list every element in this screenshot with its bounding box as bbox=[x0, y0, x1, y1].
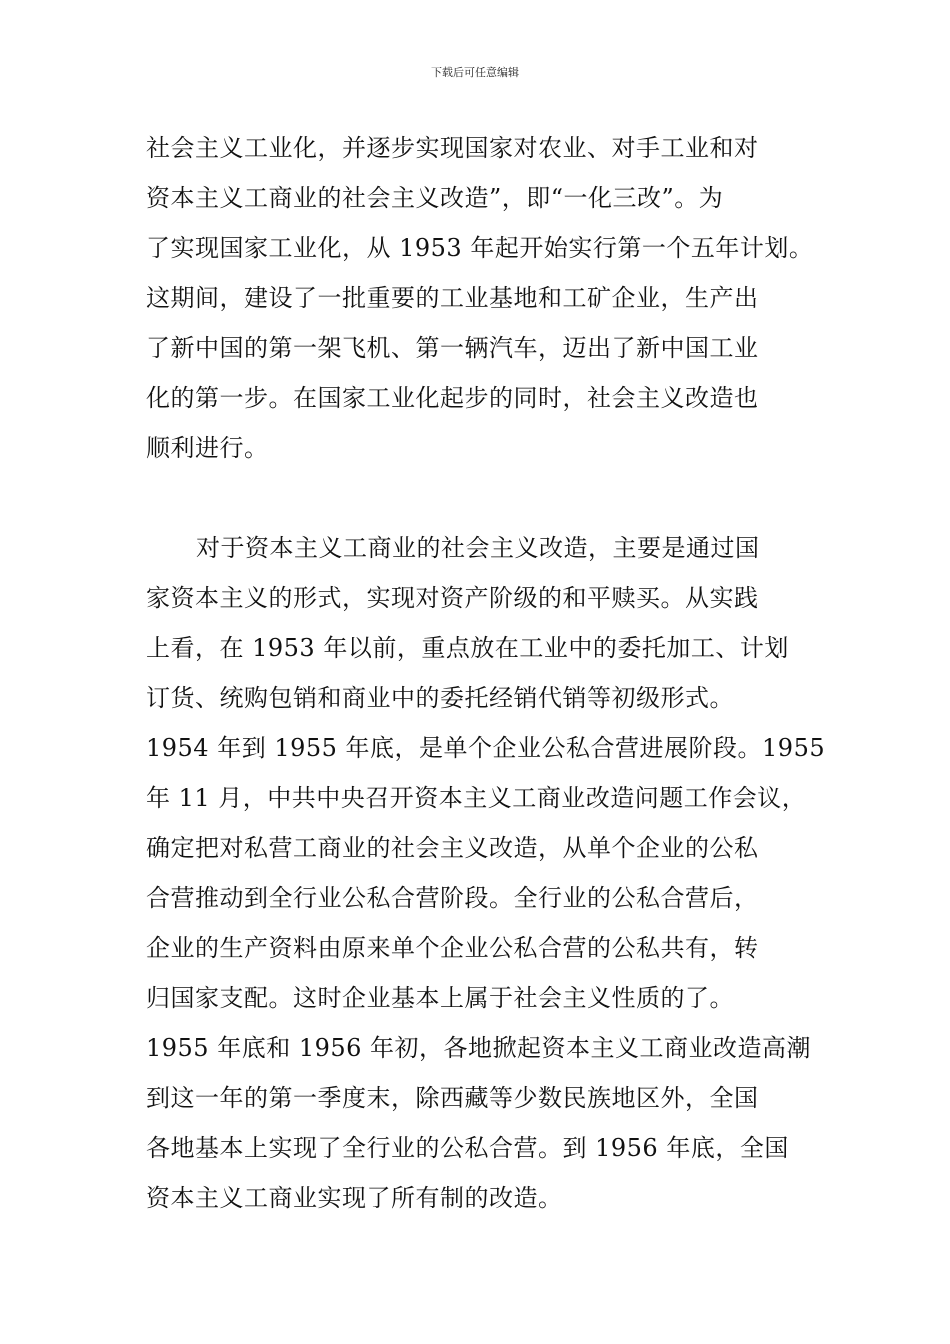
body-text-line: 顺利进行。 bbox=[146, 434, 269, 462]
body-text-line: 归国家支配。这时企业基本上属于社会主义性质的了。 bbox=[146, 984, 734, 1012]
body-text-line: 化的第一步。在国家工业化起步的同时，社会主义改造也 bbox=[146, 384, 759, 412]
body-text-line: 合营推动到全行业公私合营阶段。全行业的公私合营后， bbox=[146, 884, 759, 912]
body-text-line-indented: 对于资本主义工商业的社会主义改造，主要是通过国 bbox=[196, 534, 760, 562]
body-text-line: 到这一年的第一季度末，除西藏等少数民族地区外，全国 bbox=[146, 1084, 759, 1112]
page-header: 下载后可任意编辑 bbox=[431, 66, 519, 79]
body-text-line: 各地基本上实现了全行业的公私合营。到 1956 年底，全国 bbox=[146, 1134, 789, 1162]
body-text-line: 企业的生产资料由原来单个企业公私合营的公私共有，转 bbox=[146, 934, 759, 962]
body-text-line: 订货、统购包销和商业中的委托经销代销等初级形式。 bbox=[146, 684, 734, 712]
body-text-line: 资本主义工商业的社会主义改造”，即“一化三改”。为 bbox=[146, 184, 724, 212]
body-text-line: 了实现国家工业化，从 1953 年起开始实行第一个五年计划。 bbox=[146, 234, 814, 262]
body-text-line: 年 11 月，中共中央召开资本主义工商业改造问题工作会议， bbox=[146, 784, 807, 812]
body-text-line: 上看，在 1953 年以前，重点放在工业中的委托加工、计划 bbox=[146, 634, 789, 662]
body-text-line: 1955 年底和 1956 年初，各地掀起资本主义工商业改造高潮 bbox=[146, 1034, 812, 1062]
body-text-line: 家资本主义的形式，实现对资产阶级的和平赎买。从实践 bbox=[146, 584, 759, 612]
body-text-line: 了新中国的第一架飞机、第一辆汽车，迈出了新中国工业 bbox=[146, 334, 759, 362]
body-text-line: 这期间，建设了一批重要的工业基地和工矿企业，生产出 bbox=[146, 284, 759, 312]
body-text-line: 1954 年到 1955 年底，是单个企业公私合营进展阶段。1955 bbox=[146, 734, 826, 762]
body-text-line: 资本主义工商业实现了所有制的改造。 bbox=[146, 1184, 563, 1212]
body-text-line: 社会主义工业化，并逐步实现国家对农业、对手工业和对 bbox=[146, 134, 759, 162]
body-text-line: 确定把对私营工商业的社会主义改造，从单个企业的公私 bbox=[146, 834, 759, 862]
